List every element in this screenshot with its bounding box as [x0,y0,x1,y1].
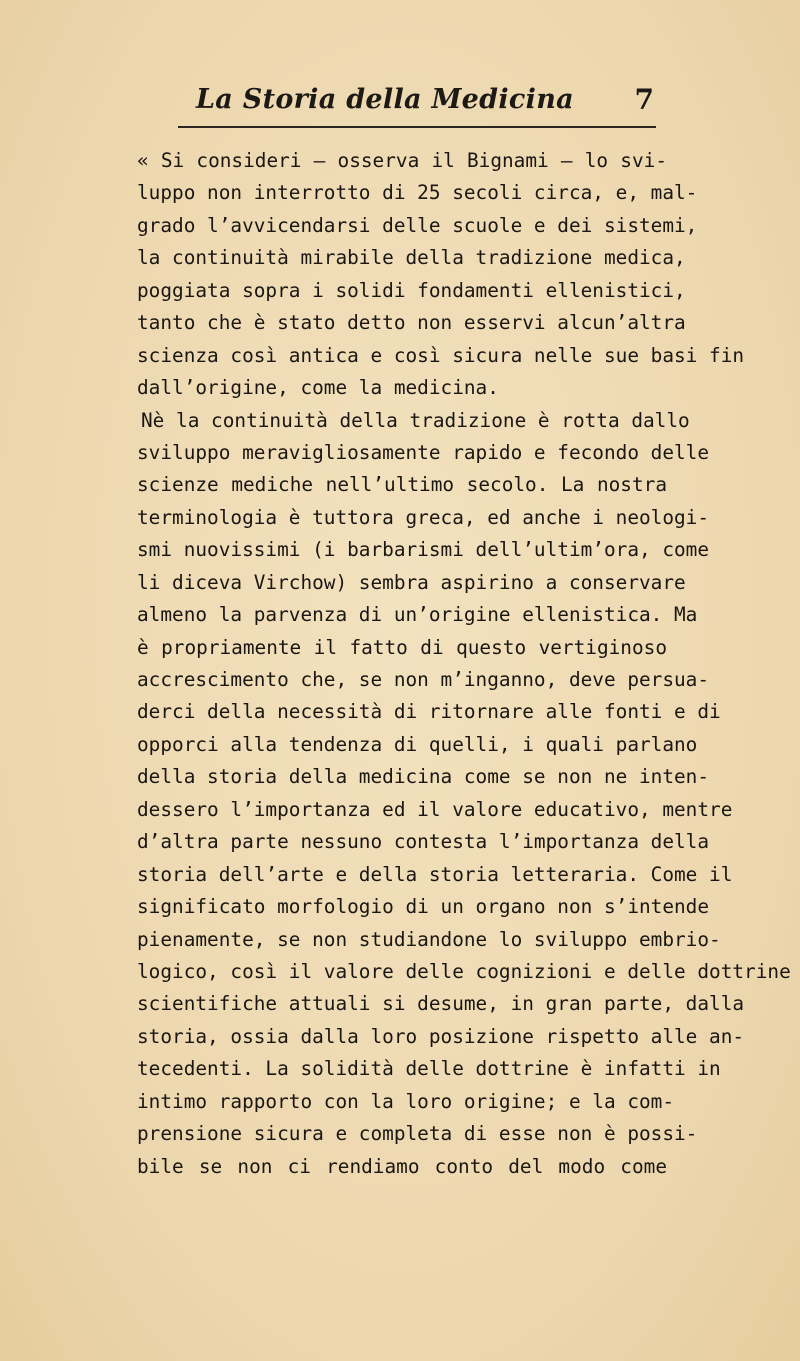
text-line: tanto che è stato detto non esservi alcun’altra [137,311,686,335]
text-line: Nè la continuità della tradizione è rotta dallo [141,408,690,432]
text-line: sviluppo meravigliosamente rapido e fecondo delle [137,440,710,464]
text-line: accrescimento che, se non m’inganno, deve persua- [137,668,710,691]
text-line: intimo rapporto con la loro origine; e la com- [137,1089,675,1113]
text-line: storia dell’arte e della storia letteraria. Come il [137,862,733,886]
text-line: la continuità mirabile della tradizione medica, [137,246,686,270]
page-number: 7 [634,83,654,116]
text-line: « Si consideri — osserva il Bignami — lo svi- [137,149,667,172]
text-line: smi nuovissimi (i barbarismi dell’ultim’ora, come [137,538,710,562]
text-line: dessero l’importanza ed il valore educativo, mentre [137,797,733,821]
text-line: poggiata sopra i solidi fondamenti ellenistici, [137,278,686,302]
text-line: storia, ossia dalla loro posizione rispetto alle an- [137,1024,745,1048]
text-line: d’altra parte nessuno contesta l’importanza della [137,830,710,854]
page-header [178,80,656,130]
running-title: La Storia della Medicina [196,84,574,115]
header-rule [178,126,656,128]
text-line: li diceva Virchow) sembra aspirino a conservare [137,570,686,594]
text-line: derci della necessità di ritornare alle fonti e di [137,700,721,724]
text-line: tecedenti. La solidità delle dottrine è infatti in [137,1057,721,1081]
text-line: terminologia è tuttora greca, ed anche i neologi- [137,505,710,529]
text-line: della storia della medicina come se non ne inten- [137,765,710,789]
text-line: pienamente, se non studiandone lo sviluppo embrio- [137,927,721,951]
body-text [137,145,791,1183]
text-line: grado l’avvicendarsi delle scuole e dei sistemi, [137,213,698,237]
text-line: luppo non interrotto di 25 secoli circa, e, mal- [137,181,698,205]
text-line: dall’origine, come la medicina. [137,376,499,400]
text-line: è propriamente il fatto di questo vertiginoso [137,635,667,659]
text-line: scienze mediche nell’ultimo secolo. La nostra [137,473,667,497]
text-line: bile se non ci rendiamo conto del modo come [137,1154,667,1178]
text-line: scienza così antica e così sicura nelle sue basi fin [137,343,745,367]
text-line: significato morfologio di un organo non s’intende [137,895,710,919]
text-line: prensione sicura e completa di esse non è possi- [137,1122,698,1146]
text-line: logico, così il valore delle cognizioni e delle dottrine [137,959,791,983]
text-line: opporci alla tendenza di quelli, i quali parlano [137,732,698,756]
text-line: almeno la parvenza di un’origine ellenistica. Ma [137,603,698,627]
text-line: scientifiche attuali si desume, in gran parte, dalla [137,992,745,1016]
